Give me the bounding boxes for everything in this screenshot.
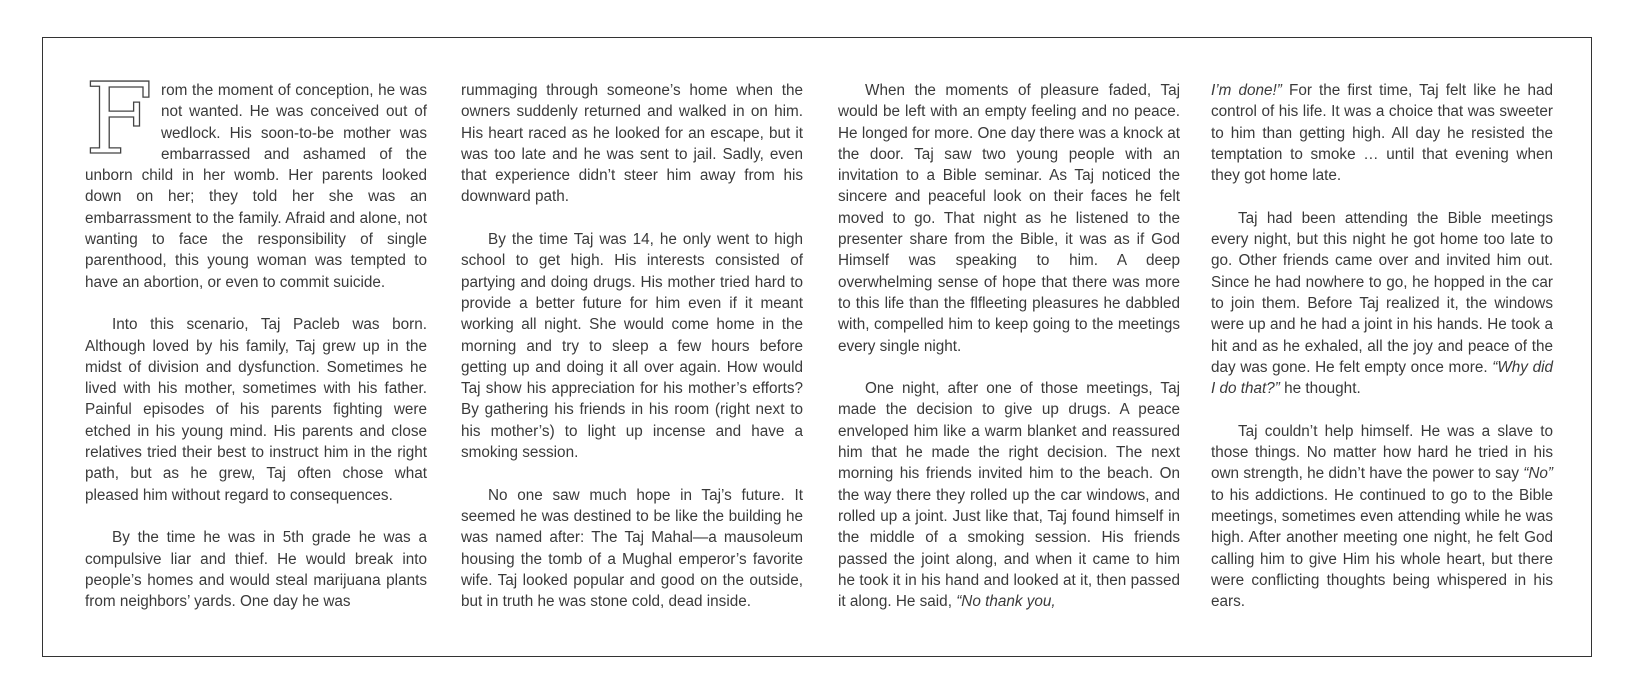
paragraph-text: rom the moment of conception, he was not wanted. He was conceived out of wedlock. His soon-to-be mother was embarrassed and ashamed of the unborn child in her womb. Her parents looked down on her; they told her she was an embarrassment to the family. Afraid and alone, not wanting to face the responsibility of single parenthood, this young woman was tempted to have an abortion, or even to commit suicide.	[85, 82, 427, 291]
paragraph-text: For the first time, Taj felt like he had control of his life. It was a choice that was sweeter to him than getting high. All day he resisted the temptation to smoke … until that evening when they got home late.	[1211, 82, 1553, 185]
paragraph	[85, 63, 427, 293]
quote-text: “No”	[1523, 465, 1553, 483]
drop-cap-letter: F	[85, 63, 153, 177]
paragraph: Into this scenario, Taj Pacleb was born. Although loved by his family, Taj grew up in the midst of division and dysfunction. Sometimes he lived with his mother, sometimes with his father. Painful episodes of his parents fighting were etched in his young mind. His parents and close relatives tried their best to instruct him in the right path, but as he grew, Taj often chose what pleased him without regard to consequences.	[85, 316, 427, 504]
text-column-2	[461, 80, 803, 612]
paragraph-text: he thought.	[1279, 380, 1361, 398]
paragraph-text: One night, after one of those meetings, Taj made the decision to give up drugs. A peace enveloped him like a warm blanket and reassured him that he made the right decision. The next morning his friends invited him to the beach. On the way there they rolled up the car windows, and rolled up a joint. Just like that, Taj found himself in the middle of a smoking session. His friends passed the joint along, and when it came to him he took it in his hand and looked at it, then passed it along. He said,	[838, 380, 1180, 611]
paragraph	[1211, 80, 1553, 186]
paragraph: rummaging through someone’s home when the owners suddenly returned and walked in on him. His heart raced as he looked for an escape, but it was too late and he was sent to jail. Sadly, even that experience didn’t steer him away from his downward path.	[461, 82, 803, 206]
paragraph	[1211, 208, 1553, 400]
paragraph: No one saw much hope in Taj’s future. It seemed he was destined to be like the building he was named after: The Taj Mahal—a mausoleum housing the tomb of a Mughal emperor’s favorite wife. Taj looked popular and good on the outside, but in truth he was stone cold, dead inside.	[461, 486, 803, 611]
text-column-4	[1211, 80, 1553, 612]
paragraph: When the moments of pleasure faded, Taj would be left with an empty feeling and no peace. He longed for more. One day there was a knock at the door. Taj saw two young people with an invitation to a Bible seminar. As Taj noticed the sincere and peaceful look on their faces he felt moved to go. That night as he listened to the presenter share from the Bible, it was as if God Himself was speaking to him. A deep overwhelming sense of hope that there was more to this life than the flfleeting pleasures he dabbled with, compelled him to keep going to the meetings every single night.	[838, 82, 1180, 355]
paragraph-text: Taj had been attending the Bible meetings every night, but this night he got home too late to go. Other friends came over and invited him out. Since he had nowhere to go, he hopped in the car to join them. Before Taj realized it, the windows were up and he had a joint in his hands. He took a hit and as he exhaled, all the joy and peace of the day was gone. He felt empty once more.	[1211, 209, 1553, 376]
paragraph	[1211, 421, 1553, 613]
text-column-1	[85, 63, 427, 612]
paragraph-text: to his addictions. He continued to go to the Bible meetings, sometimes even attending while he was high. After another meeting one night, he felt God calling him to give Him his whole heart, but there were conflicting thoughts being whispered in his ears.	[1211, 486, 1553, 611]
quote-text: “No thank you,	[956, 593, 1056, 611]
quote-text: “Why did I do that?”	[1211, 358, 1553, 398]
quote-text: I’m done!”	[1211, 82, 1282, 99]
paragraph: By the time he was in 5th grade he was a compulsive liar and thief. He would break into people’s homes and would steal marijuana plants from neighbors’ yards. One day he was	[85, 529, 427, 611]
paragraph-text: Taj couldn’t help himself. He was a slave to those things. No matter how hard he tried in his own strength, he didn’t have the power to say	[1211, 422, 1553, 483]
text-column-3	[838, 80, 1180, 612]
paragraph	[838, 378, 1180, 612]
paragraph: By the time Taj was 14, he only went to high school to get high. His interests consisted of partying and doing drugs. His mother tried hard to provide a better future for him even if it meant working all night. She would come home in the morning and try to sleep a few hours before getting up and doing it all over again. How would Taj show his appreciation for his mother’s efforts? By gathering his friends in his room (right next to his mother’s) to light up incense and have a smoking session.	[461, 231, 803, 462]
